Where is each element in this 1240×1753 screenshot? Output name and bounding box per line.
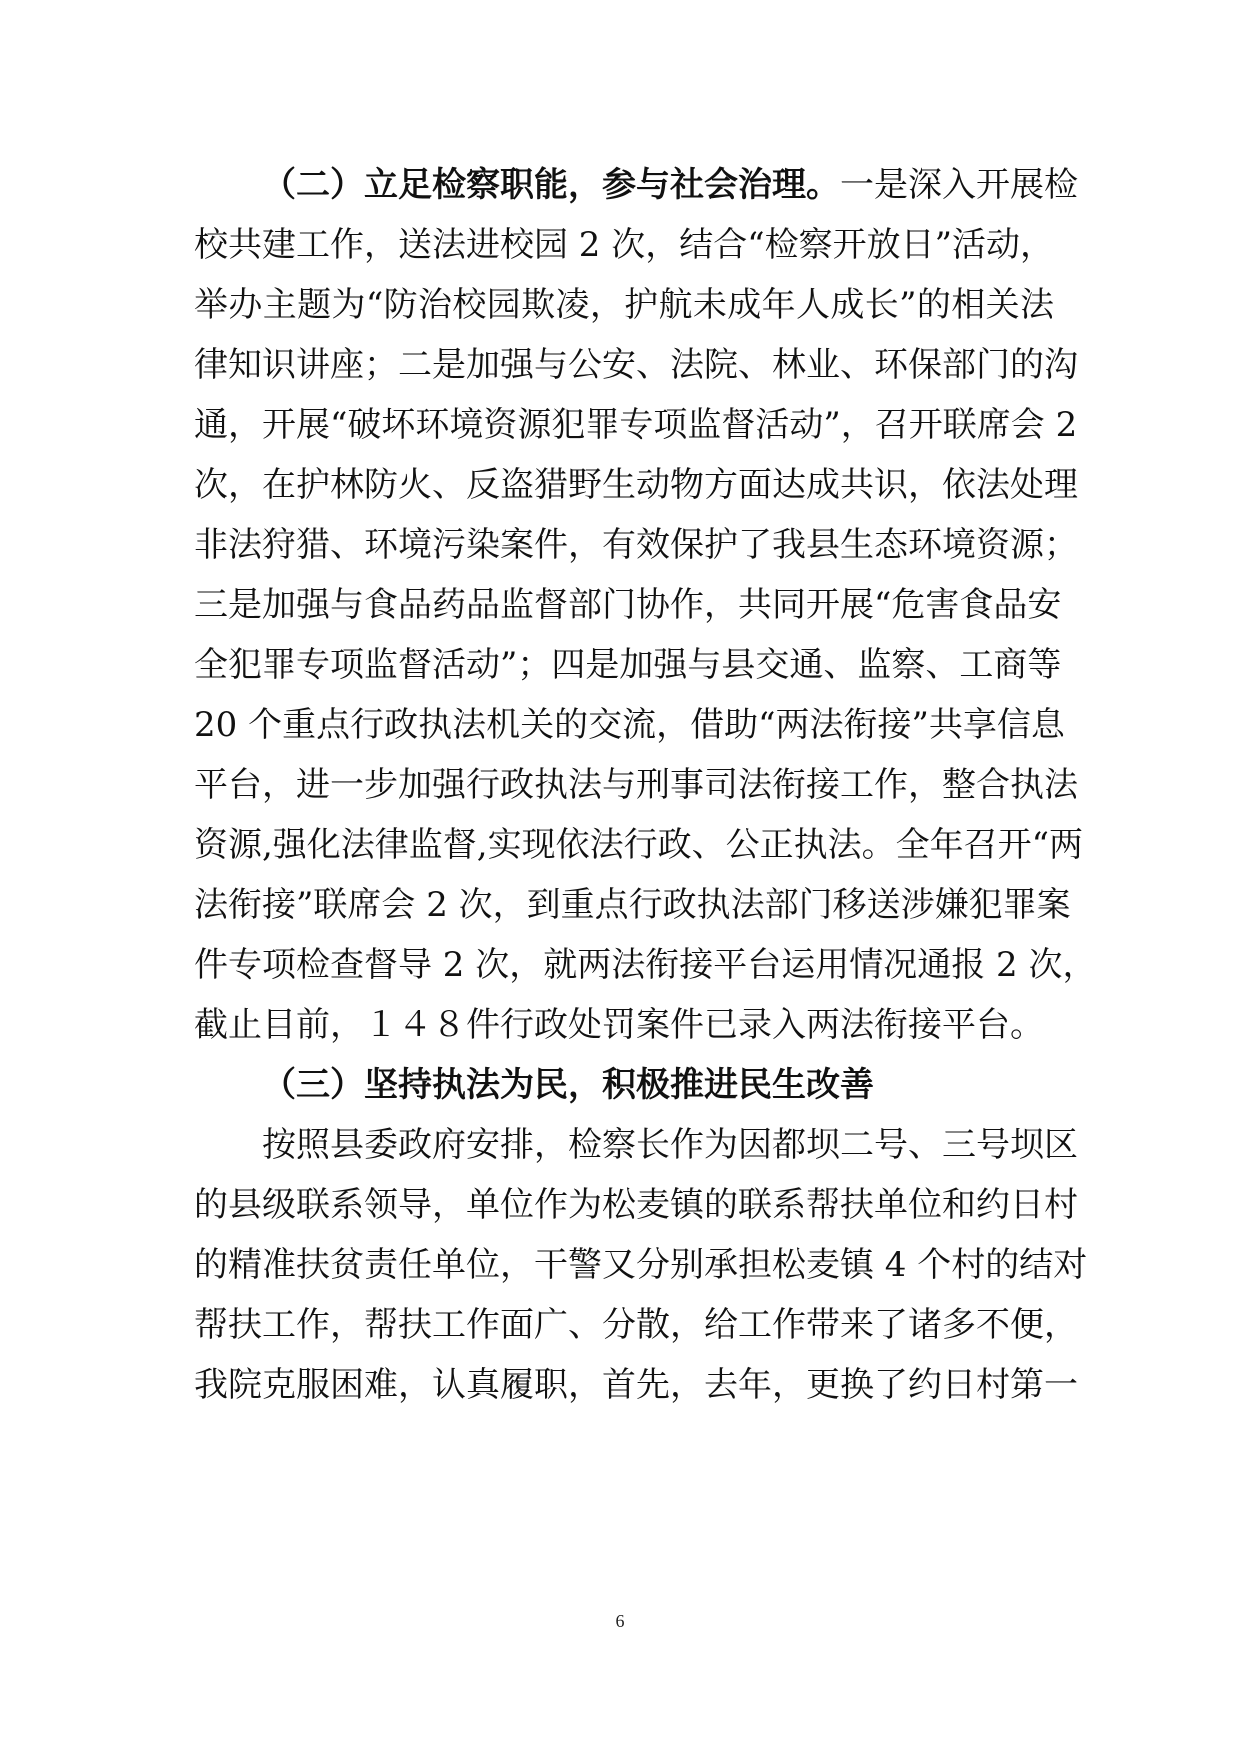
body-line: 通，开展“破坏环境资源犯罪专项监督活动”，召开联席会 2 [194,405,1078,445]
body-line: 20 个重点行政执法机关的交流，借助“两法衔接”共享信息 [194,705,1065,745]
body-line: 律知识讲座；二是加强与公安、法院、林业、环保部门的沟 [194,345,1078,385]
body-line: 件专项检查督导 2 次，就两法衔接平台运用情况通报 2 次， [194,945,1097,985]
page-number: 6 [615,1611,625,1631]
body-line: 平台，进一步加强行政执法与刑事司法衔接工作，整合执法 [194,765,1078,805]
section2-first-line [262,165,1078,205]
section3-heading: （三）坚持执法为民，积极推进民生改善 [262,1065,874,1105]
body-line: 的县级联系领导，单位作为松麦镇的联系帮扶单位和约日村 [194,1185,1078,1225]
body-line: 举办主题为“防治校园欺凌，护航未成年人成长”的相关法 [194,285,1054,325]
body-line: 按照县委政府安排，检察长作为因都坝二号、三号坝区 [262,1125,1078,1165]
body-line: 非法狩猎、环境污染案件，有效保护了我县生态环境资源； [194,525,1078,565]
body-line: 的精准扶贫责任单位，干警又分别承担松麦镇 4 个村的结对 [194,1245,1088,1285]
body-line: 校共建工作，送法进校园 2 次，结合“检察开放日”活动， [194,225,1055,265]
section2-first-line-text: 一是深入开展检 [840,165,1078,205]
body-line: 帮扶工作，帮扶工作面广、分散，给工作带来了诸多不便， [194,1305,1078,1345]
body-line: 次，在护林防火、反盗猎野生动物方面达成共识，依法处理 [194,465,1078,505]
body-line: 我院克服困难，认真履职，首先，去年，更换了约日村第一 [194,1365,1078,1405]
body-line: 截止目前，１４８件行政处罚案件已录入两法衔接平台。 [194,1005,1044,1045]
section2-heading: （二）立足检察职能，参与社会治理。 [262,165,840,205]
body-line: 资源,强化法律监督,实现依法行政、公正执法。全年召开“两 [194,825,1083,865]
body-line: 三是加强与食品药品监督部门协作，共同开展“危害食品安 [194,585,1062,625]
body-line: 全犯罪专项监督活动”；四是加强与县交通、监察、工商等 [194,645,1062,685]
body-line: 法衔接”联席会 2 次，到重点行政执法部门移送涉嫌犯罪案 [194,885,1071,925]
